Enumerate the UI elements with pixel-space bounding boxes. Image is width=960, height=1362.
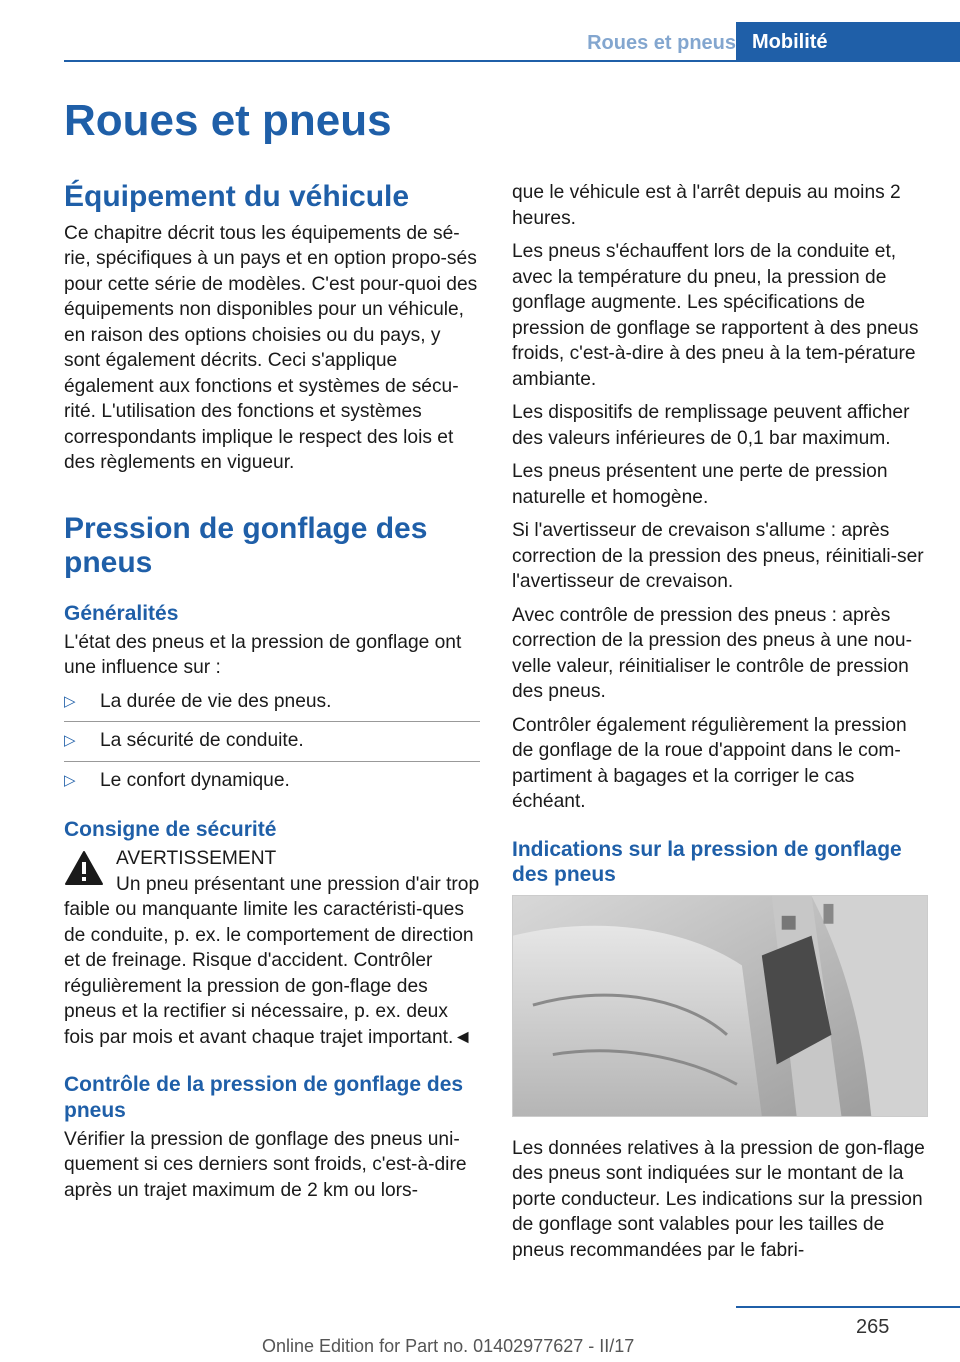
list-item: ▷ La sécurité de conduite. bbox=[64, 721, 480, 754]
door-pillar-photo bbox=[512, 895, 928, 1117]
heading-controle: Contrôle de la pression de gonflage des pneus bbox=[64, 1073, 464, 1122]
header-chapter-tab: Mobilité bbox=[736, 22, 960, 62]
paragraph-roue-appoint: Contrôler également régulièrement la pression de gonflage de la roue d'appoint dans le com-partiment à bagages et la corriger le cas échéant. bbox=[512, 714, 907, 812]
heading-equipement: Équipement du véhicule bbox=[64, 180, 410, 213]
triangle-bullet-icon: ▷ bbox=[64, 771, 76, 789]
triangle-bullet-icon: ▷ bbox=[64, 692, 76, 710]
paragraph-dispositifs: Les dispositifs de remplissage peuvent afficher des valeurs inférieures de 0,1 bar maximum. bbox=[512, 402, 910, 449]
paragraph-equipement: Ce chapitre décrit tous les équipements de sé-rie, spécifiques à un pays et en option propo-sés pour cette série de modèles. C'est pour-quoi des équipements non disponibles pour un véhicule, en raison des options choisies ou du pays, y sont également décrits. Ceci s'applique également aux fonctions et systèmes de sécu-rité. L'utilisation des fonctions et systèmes correspondants implique le respect des lois et des règlements en vigueur. bbox=[64, 222, 478, 473]
paragraph-controle: Vérifier la pression de gonflage des pneus uni-quement si ces derniers sont froids, c'est-à-dire après un trajet maximum de 2 km ou lors- bbox=[64, 1128, 467, 1201]
paragraph-generalites: L'état des pneus et la pression de gonflage ont une influence sur : bbox=[64, 631, 462, 679]
footer-rule bbox=[736, 1306, 960, 1308]
warning-block bbox=[64, 846, 480, 1050]
paragraph-echauffement: Les pneus s'échauffent lors de la conduite et, avec la température du pneu, la pression de gonflage augmente. Les spécifications de pression de gonflage se rapportent à des pneus froids, c'est-à-dire à des pneu à la tem-pérature ambiante. bbox=[512, 241, 919, 390]
page-title: Roues et pneus bbox=[64, 96, 392, 145]
warning-text: Un pneu présentant une pression d'air trop faible ou manquante limite les caractéristi-ques de conduite, p. ex. le comportement de direction et de freinage. Risque d'accident. Contrôler régulièrement la pression de gon-flage des pneus et la rectifier si nécessaire, p. ex. deux fois par mois et avant chaque trajet important.◄ bbox=[64, 873, 480, 1048]
paragraph-perte: Les pneus présentent une perte de pression naturelle et homogène. bbox=[512, 461, 888, 508]
heading-consigne: Consigne de sécurité bbox=[64, 818, 277, 842]
list-item: ▷ La durée de vie des pneus. bbox=[64, 689, 480, 715]
heading-indications: Indications sur la pression de gonflage des pneus bbox=[512, 837, 902, 886]
warning-title: AVERTISSEMENT bbox=[116, 848, 277, 870]
paragraph-avertisseur: Si l'avertisseur de crevaison s'allume : après correction de la pression des pneus, réinitiali-ser l'avertisseur de crevaison. bbox=[512, 520, 924, 592]
paragraph-controle-pneus: Avec contrôle de pression des pneus : après correction de la pression des pneus à une nou-velle valeur, réinitialiser le contrôle de pression des pneus. bbox=[512, 604, 912, 702]
page-number: 265 bbox=[856, 1316, 890, 1338]
triangle-bullet-icon: ▷ bbox=[64, 732, 76, 750]
paragraph-arret: que le véhicule est à l'arrêt depuis au moins 2 heures. bbox=[512, 182, 901, 229]
heading-generalites: Généralités bbox=[64, 601, 179, 625]
header-section-tab: Roues et pneus bbox=[587, 32, 736, 54]
list-item: ▷ Le confort dynamique. bbox=[64, 761, 480, 794]
right-column bbox=[512, 180, 928, 1271]
warning-triangle-icon bbox=[64, 850, 104, 886]
heading-pression: Pression de gonflage des pneus bbox=[64, 511, 428, 579]
footer-edition: Online Edition for Part no. 01402977627 - II/17 bbox=[262, 1336, 635, 1356]
paragraph-donnees: Les données relatives à la pression de gon-flage des pneus sont indiquées sur le montant de la porte conducteur. Les indications sur la pression de gonflage sont valables pour les tailles de pneus recommandées par le fabri- bbox=[512, 1137, 925, 1261]
influence-list bbox=[64, 689, 480, 794]
left-column bbox=[64, 180, 480, 1211]
